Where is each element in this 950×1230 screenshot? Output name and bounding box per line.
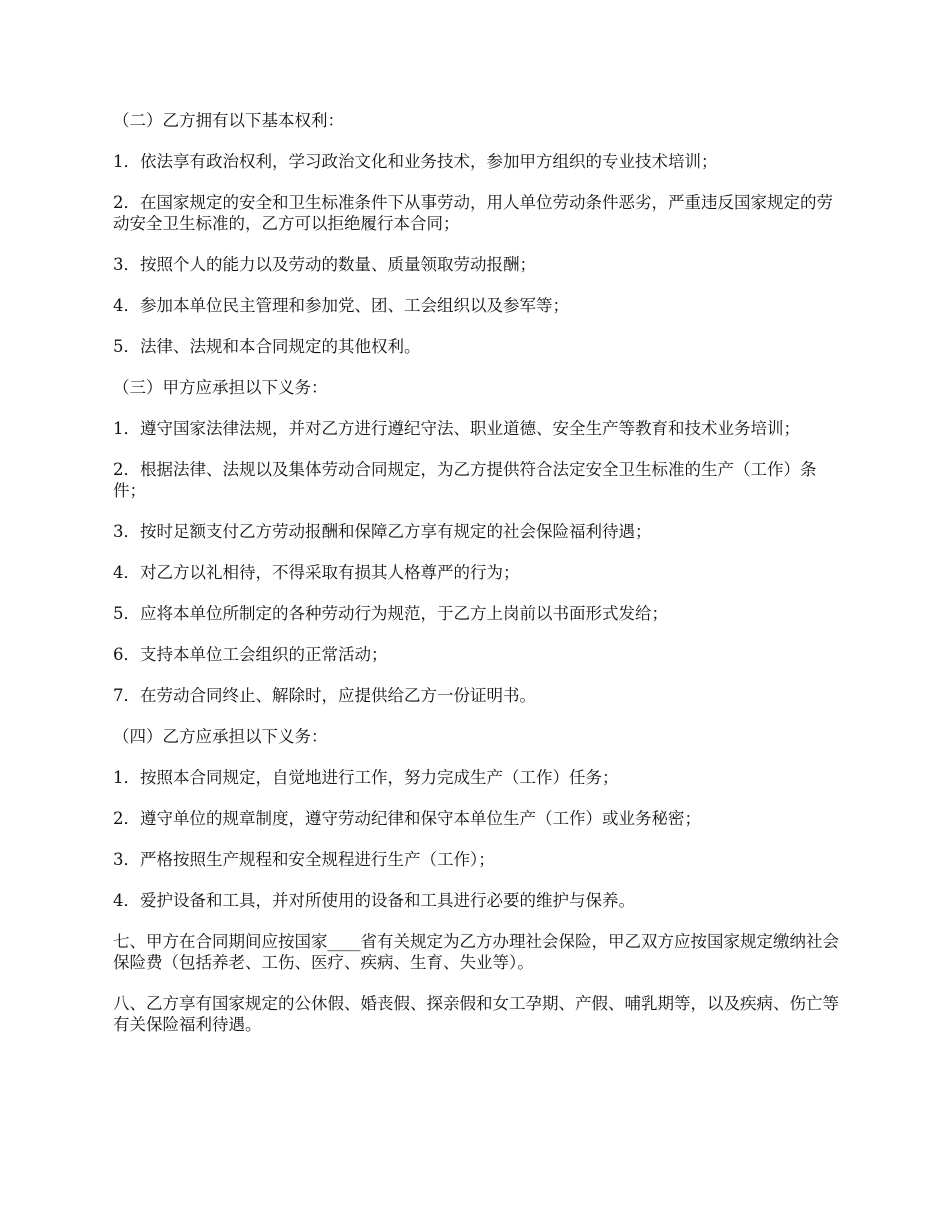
section-heading-party-b-obligations: （四）乙方应承担以下义务： <box>113 727 328 746</box>
clause-paragraph: 1．遵守国家法律法规，并对乙方进行遵纪守法、职业道德、安全生产等教育和技术业务培训； <box>113 419 800 438</box>
clause-paragraph: 7．在劳动合同终止、解除时，应提供给乙方一份证明书。 <box>113 686 536 705</box>
clause-paragraph: 3．按时足额支付乙方劳动报酬和保障乙方享有规定的社会保险福利待遇； <box>113 522 652 541</box>
document-body <box>113 110 843 1055</box>
clause-paragraph: 2．根据法律、法规以及集体劳动合同规定，为乙方提供符合法定安全卫生标准的生产（工作）条件； <box>113 460 817 500</box>
clause-paragraph: 6．支持本单位工会组织的正常活动； <box>113 645 388 664</box>
clause-paragraph: 5．应将本单位所制定的各种劳动行为规范，于乙方上岗前以书面形式发给； <box>113 604 668 623</box>
clause-paragraph: 2．遵守单位的规章制度，遵守劳动纪律和保守本单位生产（工作）或业务秘密； <box>113 809 701 828</box>
clause-paragraph: 3．按照个人的能力以及劳动的数量、质量领取劳动报酬； <box>113 255 536 274</box>
clause-paragraph: 1．依法享有政治权利，学习政治文化和业务技术，参加甲方组织的专业技术培训； <box>113 152 718 171</box>
section-heading-party-b-rights: （二）乙方拥有以下基本权利： <box>113 111 344 130</box>
clause-paragraph: 2．在国家规定的安全和卫生标准条件下从事劳动，用人单位劳动条件恶劣，严重违反国家规定的劳动安全卫生标准的，乙方可以拒绝履行本合同； <box>113 193 833 233</box>
clause-paragraph: 1．按照本合同规定，自觉地进行工作，努力完成生产（工作）任务； <box>113 768 619 787</box>
section-heading-party-a-obligations: （三）甲方应承担以下义务： <box>113 378 328 397</box>
clause-paragraph: 5．法律、法规和本合同规定的其他权利。 <box>113 337 421 356</box>
clause-paragraph: 4．参加本单位民主管理和参加党、团、工会组织以及参军等； <box>113 296 569 315</box>
clause-paragraph: 3．严格按照生产规程和安全规程进行生产（工作）； <box>113 850 495 869</box>
clause-paragraph: 4．爱护设备和工具，并对所使用的设备和工具进行必要的维护与保养。 <box>113 891 635 910</box>
article-seven-social-insurance: 七、甲方在合同期间应按国家____省有关规定为乙方办理社会保险，甲乙双方应按国家规定缴纳社会保险费（包括养老、工伤、医疗、疾病、生育、失业等）。 <box>113 932 839 972</box>
clause-paragraph: 4．对乙方以礼相待，不得采取有损其人格尊严的行为； <box>113 563 520 582</box>
article-eight-leave-benefits: 八、乙方享有国家规定的公休假、婚丧假、探亲假和女工孕期、产假、哺乳期等，以及疾病、伤亡等有关保险福利待遇。 <box>113 994 839 1034</box>
